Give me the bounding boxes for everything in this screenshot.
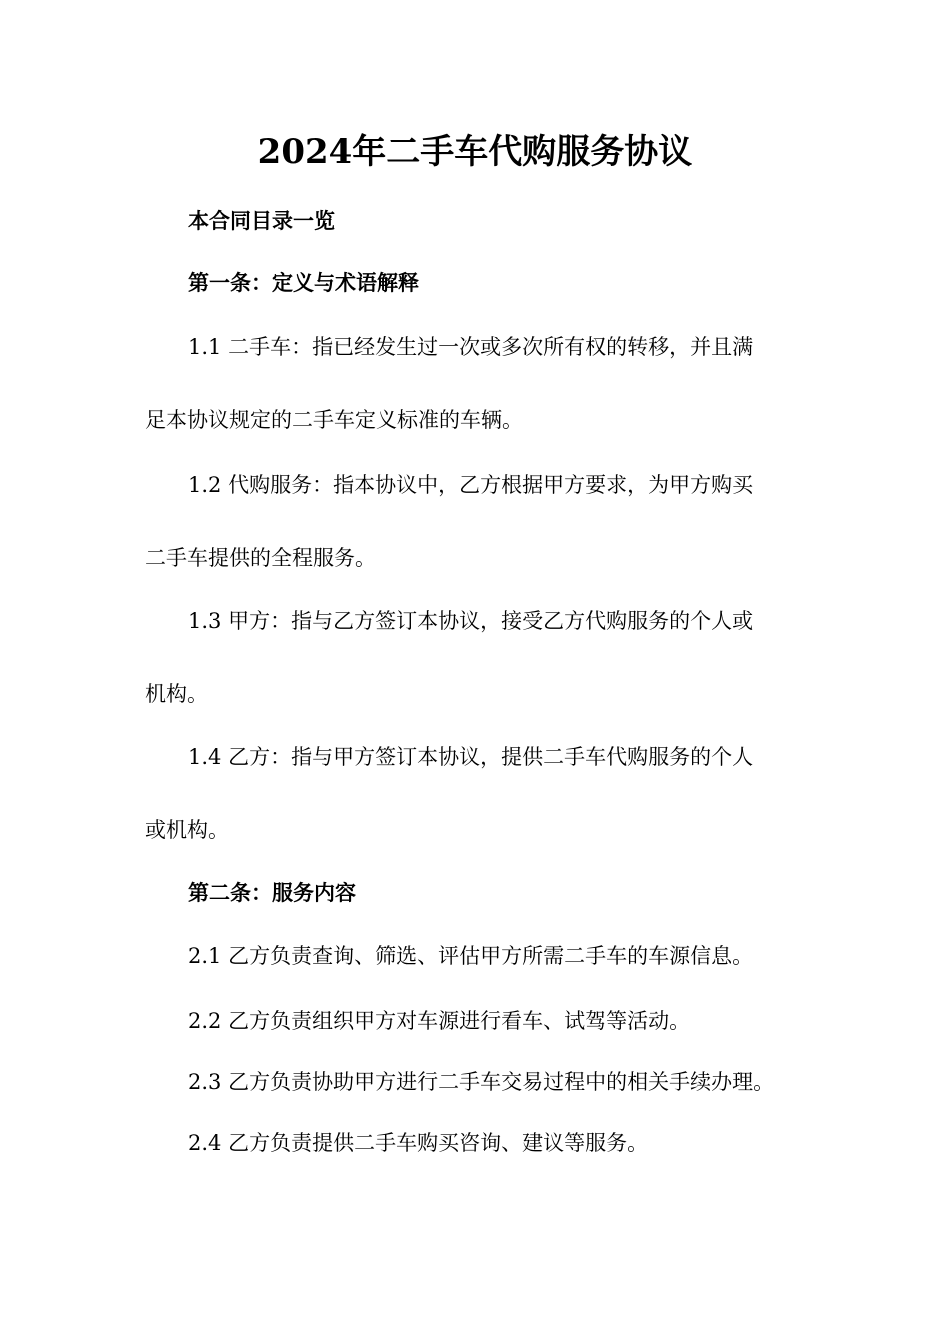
clause-1-2-line-2: 二手车提供的全程服务。	[145, 546, 376, 570]
clause-1-3-line-2: 机构。	[145, 682, 208, 706]
toc-heading: 本合同目录一览	[188, 208, 335, 233]
clause-1-3-line-1: 1.3 甲方：指与乙方签订本协议，接受乙方代购服务的个人或	[188, 609, 754, 633]
clause-1-1-line-1: 1.1 二手车：指已经发生过一次或多次所有权的转移，并且满	[188, 335, 754, 359]
clause-1-4-line-1: 1.4 乙方：指与甲方签订本协议，提供二手车代购服务的个人	[188, 745, 754, 769]
clause-2-2: 2.2 乙方负责组织甲方对车源进行看车、试驾等活动。	[188, 1009, 691, 1033]
clause-2-4: 2.4 乙方负责提供二手车购买咨询、建议等服务。	[188, 1131, 649, 1155]
clause-1-4-line-2: 或机构。	[145, 818, 229, 842]
clause-1-1-line-2: 足本协议规定的二手车定义标准的车辆。	[145, 408, 523, 432]
document-title: 2024年二手车代购服务协议	[257, 132, 693, 172]
section-heading-definitions: 第一条：定义与术语解释	[188, 270, 419, 295]
clause-2-3: 2.3 乙方负责协助甲方进行二手车交易过程中的相关手续办理。	[188, 1070, 775, 1094]
clause-1-2-line-1: 1.2 代购服务：指本协议中，乙方根据甲方要求，为甲方购买	[188, 473, 754, 497]
section-heading-services: 第二条：服务内容	[188, 880, 356, 905]
clause-2-1: 2.1 乙方负责查询、筛选、评估甲方所需二手车的车源信息。	[188, 944, 754, 968]
